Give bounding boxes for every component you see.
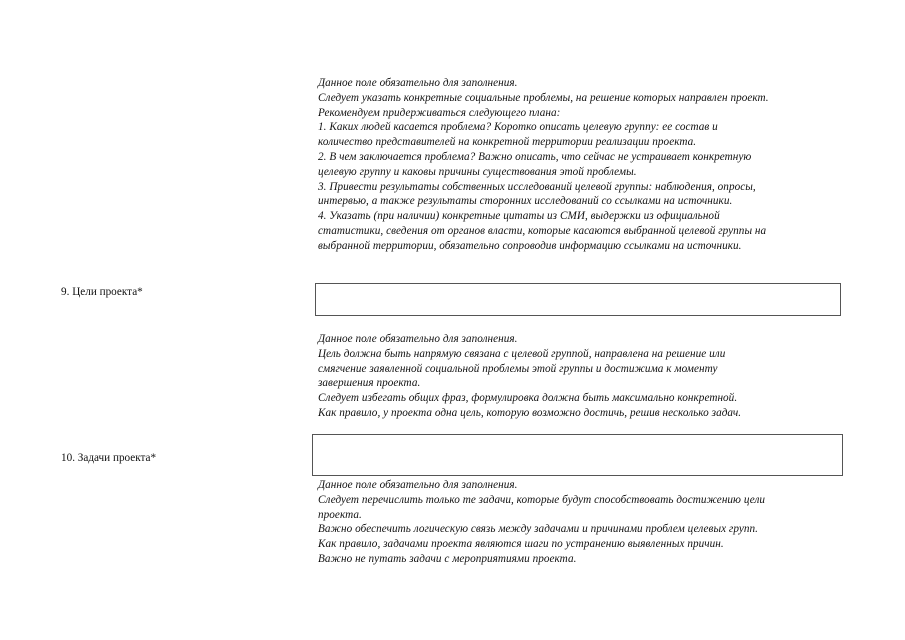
hint-line: Как правило, у проекта одна цель, которую возможно достичь, решив несколько задач. <box>318 406 742 419</box>
hint-line: интервью, а также результаты сторонних исследований со ссылками на источники. <box>318 195 733 208</box>
hint-line: Следует указать конкретные социальные проблемы, на решение которых направлен проект. <box>318 91 769 104</box>
hint-line: Рекомендуем придерживаться следующего плана: <box>318 106 561 119</box>
tasks-input[interactable] <box>312 434 843 476</box>
problem-field-hint <box>318 76 769 254</box>
hint-line: количество представителей на конкретной территории реализации проекта. <box>318 136 697 149</box>
hint-line: 4. Указать (при наличии) конкретные цитаты из СМИ, выдержки из официальной <box>318 210 720 223</box>
hint-line: статистики, сведения от органов власти, которые касаются выбранной целевой группы на <box>318 224 767 237</box>
hint-line: Следует перечислить только те задачи, которые будут способствовать достижению цели <box>318 493 766 506</box>
hint-line: проекта. <box>318 508 362 521</box>
goals-field-hint <box>318 332 741 421</box>
hint-line: целевую группу и каковы причины существования этой проблемы. <box>318 165 637 178</box>
hint-line: 3. Привести результаты собственных исследований целевой группы: наблюдения, опросы, <box>318 180 756 193</box>
hint-line: Цель должна быть напрямую связана с целевой группой, направлена на решение или <box>318 347 726 360</box>
hint-line: Данное поле обязательно для заполнения. <box>318 77 518 89</box>
hint-line: Как правило, задачами проекта являются шаги по устранению выявленных причин. <box>318 538 724 551</box>
hint-line: Данное поле обязательно для заполнения. <box>318 333 518 345</box>
goals-input[interactable] <box>315 283 841 316</box>
tasks-field-hint <box>318 478 765 567</box>
hint-line: смягчение заявленной социальной проблемы этой группы и достижима к моменту <box>318 362 718 375</box>
hint-line: Данное поле обязательно для заполнения. <box>318 479 518 491</box>
hint-line: выбранной территории, обязательно сопроводив информацию ссылками на источники. <box>318 239 742 252</box>
hint-line: Следует избегать общих фраз, формулировка должна быть максимально конкретной. <box>318 392 738 405</box>
tasks-field-label: 10. Задачи проекта* <box>61 452 157 464</box>
hint-line: Важно обеспечить логическую связь между задачами и причинами проблем целевых групп. <box>318 523 758 536</box>
goals-field-label: 9. Цели проекта* <box>61 286 143 298</box>
hint-line: 2. В чем заключается проблема? Важно описать, что сейчас не устраивает конкретную <box>318 150 752 163</box>
hint-line: Важно не путать задачи с мероприятиями проекта. <box>318 552 577 565</box>
hint-line: 1. Каких людей касается проблема? Коротко описать целевую группу: ее состав и <box>318 121 718 134</box>
hint-line: завершения проекта. <box>318 377 421 390</box>
